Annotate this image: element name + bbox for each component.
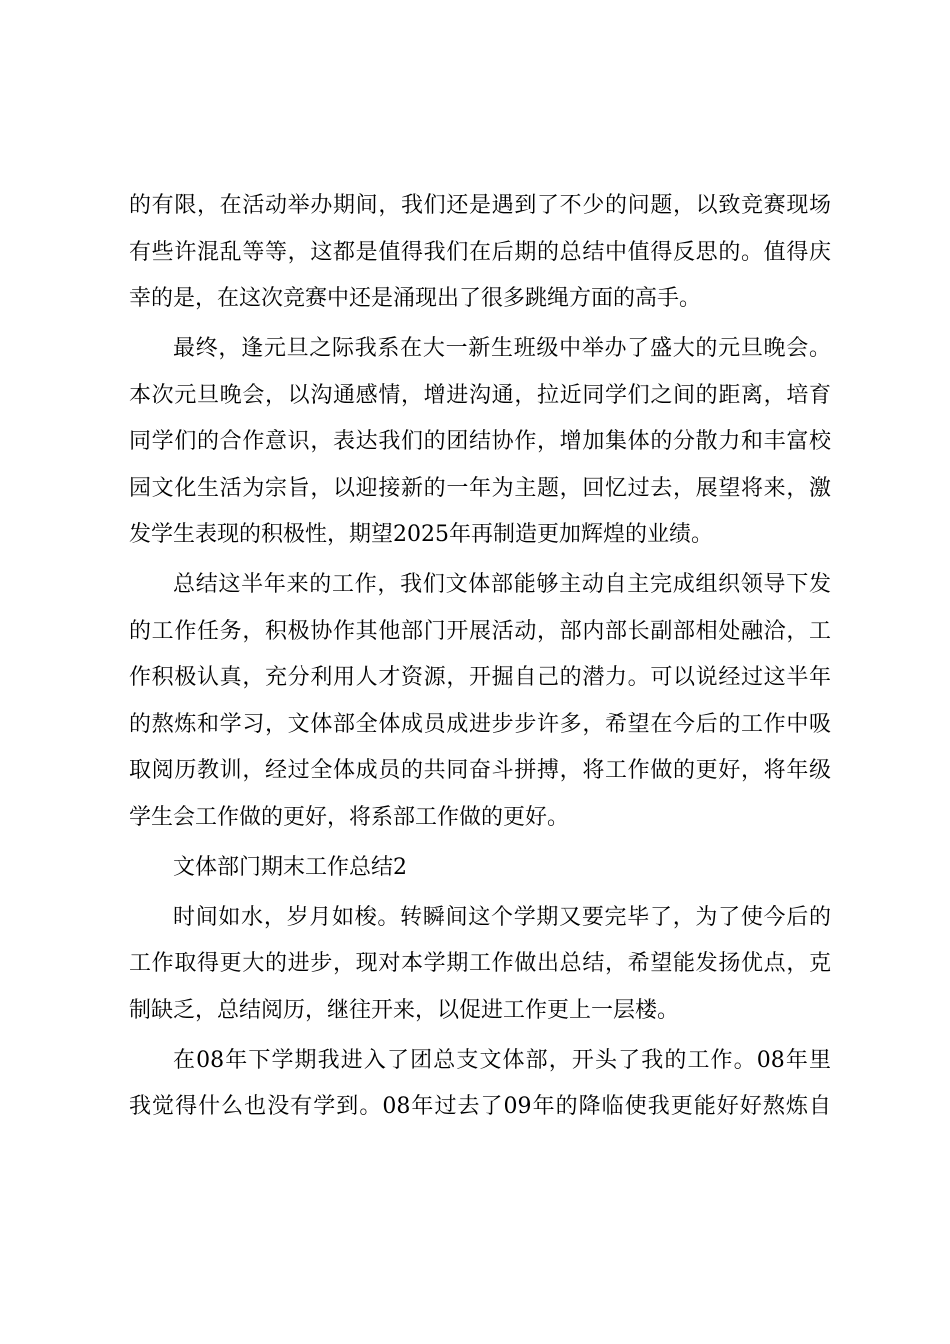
text-line: 制缺乏，总结阅历，继往开来，以促进工作更上一层楼。	[129, 997, 680, 1023]
document-body	[129, 183, 831, 1131]
text-line: 园文化生活为宗旨，以迎接新的一年为主题，回忆过去，展望将来，激	[129, 475, 831, 501]
paragraph-new-year-gala	[129, 326, 831, 559]
text-line: 作积极认真，充分利用人才资源，开掘自己的潜力。可以说经过这半年	[129, 665, 831, 690]
text-line: 幸的是，在这次竞赛中还是涌现出了很多跳绳方面的高手。	[129, 286, 702, 311]
text-line: 本次元旦晚会，以沟通感情，增进沟通，拉近同学们之间的距离，培育	[129, 382, 831, 408]
paragraph-continuation	[129, 183, 831, 323]
text-line: 在08年下学期我进入了团总支文体部，开头了我的工作。08年里	[173, 1047, 831, 1073]
text-line: 学生会工作做的更好，将系部工作做的更好。	[129, 804, 570, 830]
section-heading	[129, 845, 831, 892]
text-line: 的有限，在活动举办期间，我们还是遇到了不少的问题，以致竞赛现场	[129, 193, 831, 218]
paragraph-half-year-summary	[129, 562, 831, 841]
text-line: 我觉得什么也没有学到。08年过去了09年的降临使我更能好好熬炼自	[129, 1094, 831, 1119]
section-title: 文体部门期末工作总结2	[173, 854, 407, 880]
text-line: 的熬炼和学习，文体部全体成员成进步步许多，希望在今后的工作中吸	[129, 711, 831, 737]
text-line: 的工作任务，积极协作其他部门开展活动，部内部长副部相处融洽，工	[129, 618, 831, 644]
text-line: 有些许混乱等等，这都是值得我们在后期的总结中值得反思的。值得庆	[129, 239, 831, 265]
text-line: 同学们的合作意识，表达我们的团结协作，增加集体的分散力和丰富校	[129, 429, 831, 454]
text-line: 取阅历教训，经过全体成员的共同奋斗拼搏，将工作做的更好，将年级	[129, 758, 831, 783]
text-line: 时间如水，岁月如梭。转瞬间这个学期又要完毕了，为了使今后的	[173, 904, 831, 930]
text-line: 总结这半年来的工作，我们文体部能够主动自主完成组织领导下发	[173, 572, 831, 597]
text-line: 工作取得更大的进步，现对本学期工作做出总结，希望能发扬优点，克	[129, 951, 831, 976]
paragraph-joining	[129, 1038, 831, 1131]
text-line: 发学生表现的积极性，期望2025年再制造更加辉煌的业绩。	[129, 522, 713, 547]
paragraph-intro	[129, 895, 831, 1035]
text-line: 最终，逢元旦之际我系在大一新生班级中举办了盛大的元旦晚会。	[173, 336, 831, 361]
